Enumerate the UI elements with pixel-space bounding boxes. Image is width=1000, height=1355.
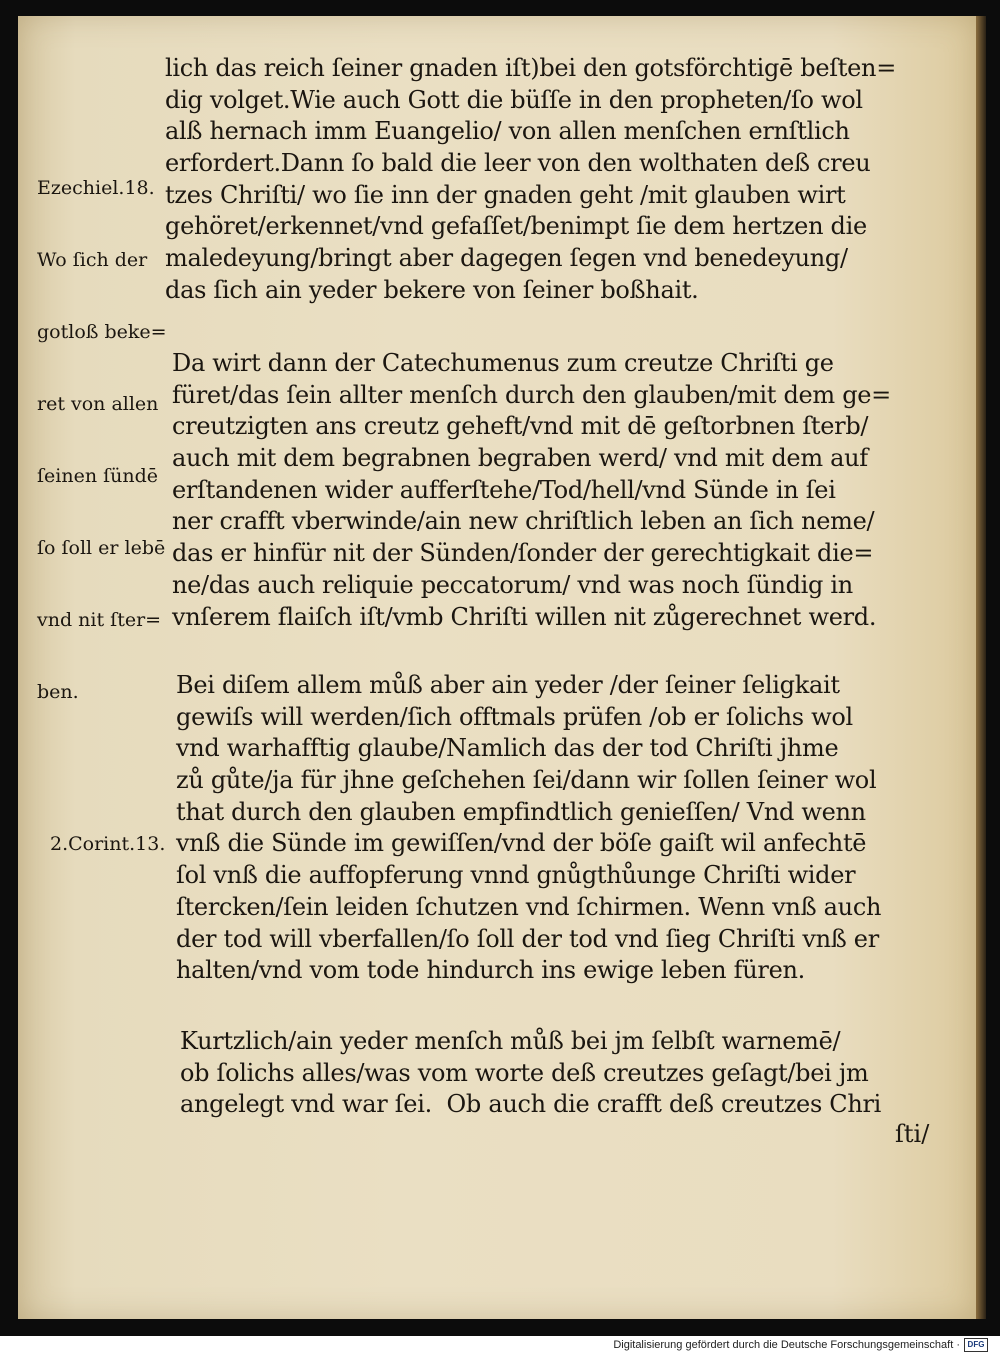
text-line: Da wirt dann der Catechumenus zum creutze Chriſti ge [172, 349, 834, 377]
paragraph-1 [165, 53, 896, 307]
text-line: ne/das auch reliquie peccatorum/ vnd was noch ſündig in [172, 570, 853, 599]
dfg-logo-icon: DFG [964, 1338, 988, 1352]
paragraph-2 [172, 348, 891, 633]
text-line: ob ſolichs alles/was vom worte deß creutzes geſagt/bei jm [180, 1058, 869, 1087]
text-line: lich das reich ſeiner gnaden iſt)bei den gotsförchtigē beſten= [165, 54, 897, 82]
text-line: tzes Chriſti/ wo ſie inn der gnaden geht /mit glauben wirt [165, 180, 846, 209]
funding-credit: Digitalisierung gefördert durch die Deutsche Forschungsgemeinschaft · [613, 1339, 960, 1351]
text-line: zů gůte/ja für jhne geſchehen ſei/dann wir ſollen ſeiner wol [176, 766, 877, 795]
margin-line: ret von allen [37, 393, 159, 415]
margin-line: ben. [37, 681, 79, 703]
text-line: angelegt vnd war ſei. Ob auch die crafft deß creutzes Chri [180, 1090, 882, 1119]
text-line: das er hinfür nit der Sünden/ſonder der gerechtigkait die= [172, 539, 874, 568]
page-edge [976, 16, 986, 1319]
text-line: dig volget.Wie auch Gott die büſſe in den propheten/ſo wol [165, 85, 863, 114]
margin-line: gotloß beke= [37, 321, 167, 343]
margin-line: vnd nit ſter= [37, 609, 162, 631]
text-line: halten/vnd vom tode hindurch ins ewige leben füren. [176, 956, 805, 985]
text-line: gewiſs will werden/ſich offtmals prüfen /ob er ſolichs wol [176, 702, 853, 731]
margin-line: Wo ſich der [37, 249, 148, 271]
text-line: ſtercken/ſein leiden ſchutzen vnd ſchirmen. Wenn vnß auch [176, 892, 882, 921]
text-line: das ſich ain yeder bekere von ſeiner boßhait. [165, 275, 699, 304]
text-line: vnd warhafftig glaube/Namlich das der tod Chriſti jhme [176, 734, 839, 763]
text-line: auch mit dem begrabnen begraben werd/ vnd mit dem auf [172, 444, 868, 473]
text-line: Kurtzlich/ain yeder menſch můß bei jm ſelbſt warnemē/ [180, 1027, 841, 1055]
text-line: Bei diſem allem můß aber ain yeder /der ſeiner ſeligkait [176, 671, 840, 699]
text-line: ner crafft vberwinde/ain new chriſtlich leben an ſich neme/ [172, 507, 875, 536]
text-line: füret/das ſein allter menſch durch den glauben/mit dem ge= [172, 380, 891, 409]
text-line: that durch den glauben empfindtlich genieſſen/ Vnd wenn [176, 797, 866, 826]
margin-line: Ezechiel.18. [37, 177, 155, 199]
text-line: der tod will vberfallen/ſo ſoll der tod vnd ſieg Chriſti vnß er [176, 924, 879, 953]
text-line: gehöret/erkennet/vnd gefaſſet/benimpt ſie dem hertzen die [165, 212, 867, 241]
text-line: erfordert.Dann ſo bald die leer von den wolthaten deß creu [165, 149, 871, 178]
margin-note-ezechiel [37, 128, 167, 728]
text-line: alß hernach imm Euangelio/ von allen menſchen ernſtlich [165, 117, 850, 146]
text-line: vnß die Sünde im gewiſſen/vnd der böſe gaiſt wil anfechtē [176, 829, 867, 858]
footer-bar [0, 1336, 1000, 1355]
paragraph-3 [176, 670, 881, 987]
text-line: maledeyung/bringt aber dagegen ſegen vnd benedeyung/ [165, 244, 848, 273]
text-line: vnſerem flaiſch iſt/vmb Chriſti willen nit zůgerechnet werd. [172, 602, 877, 631]
margin-line: ſo ſoll er lebē [37, 537, 166, 559]
margin-note-corinthians [50, 784, 165, 880]
margin-line: ſeinen ſündē [37, 465, 159, 487]
paragraph-4 [180, 1026, 881, 1121]
margin-line: 2.Corint.13. [50, 833, 166, 855]
catchword: ſti/ [895, 1120, 930, 1148]
text-line: creutzigten ans creutz geheft/vnd mit dē geſtorbnen ſterb/ [172, 412, 869, 441]
text-line: ſol vnß die auffopferung vnnd gnůgthůunge Chriſti wider [176, 861, 856, 890]
text-line: erſtandenen wider aufferſtehe/Tod/hell/vnd Sünde in ſei [172, 475, 836, 504]
